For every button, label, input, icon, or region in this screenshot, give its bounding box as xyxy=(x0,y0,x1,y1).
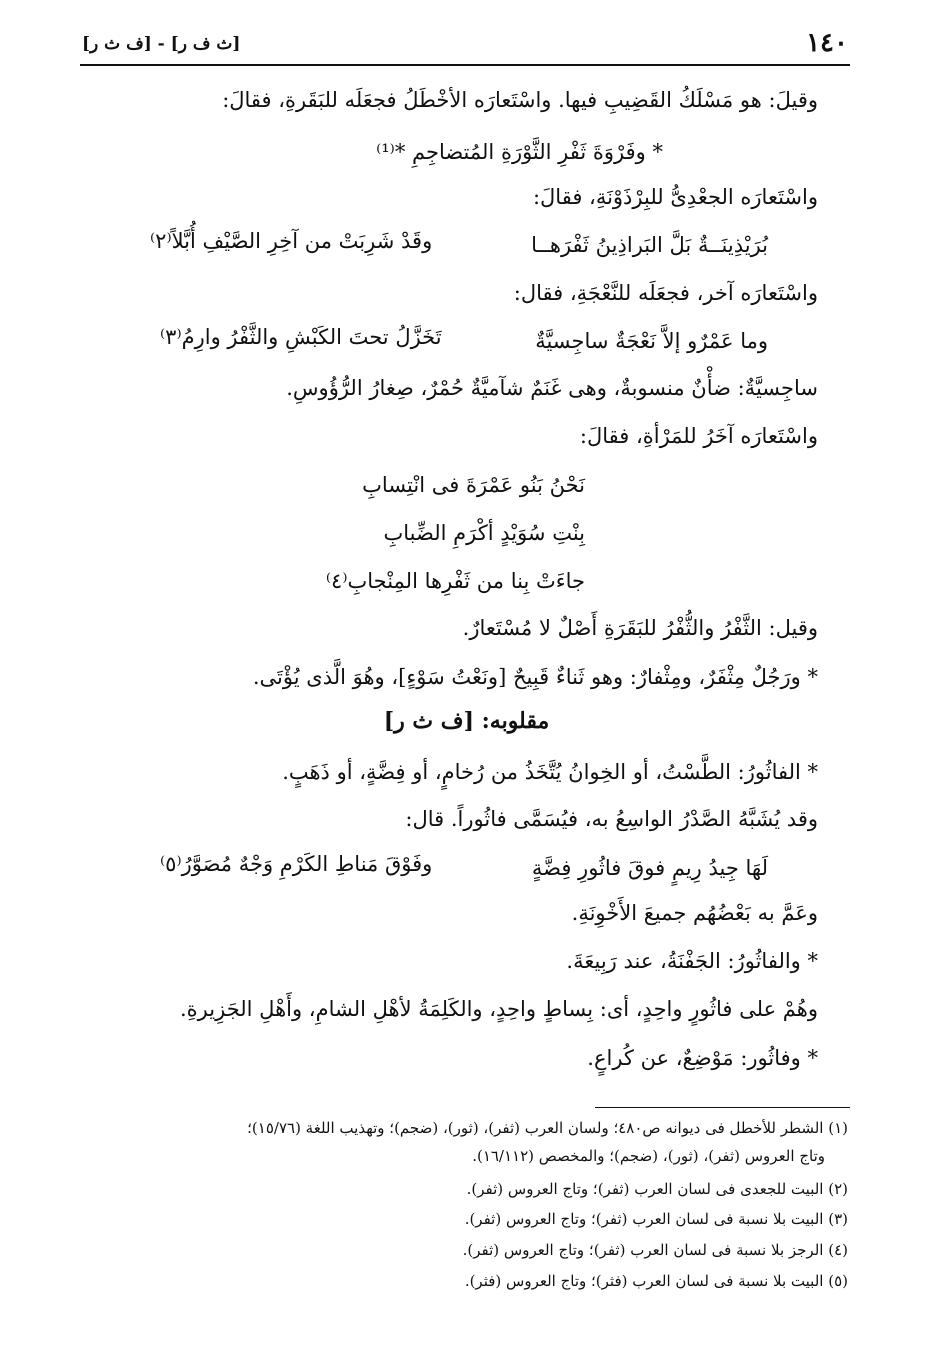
text-line: وقيلَ: هو مَسْلَكُ القَضِيبِ فيها. واسْتَعارَه الأخْطَلُ فجعَلَه للبَقَرةِ، فقالَ: xyxy=(222,88,818,112)
footnote-continuation: وتاج العروس (ثفر)، (ثور)، (ضجم)؛ والمخصص (١٦/١١٢). xyxy=(472,1147,825,1165)
text-line: * والفاثُورُ: الجَفْنَةُ، عند رَبِيعَةَ. xyxy=(566,949,818,973)
verse-hemistich: * وفَرْوَةَ ثَفْرِ الثَّوْرَةِ المُتضاجِمِ *⁽¹⁾ xyxy=(376,140,663,164)
text-line: * الفاثُورُ: الطَّسْتُ، أو الخِوانُ يُتَّخَذُ من رُخامٍ، أو فِضَّةٍ، أو ذَهَبٍ. xyxy=(282,760,818,784)
page-header xyxy=(80,28,850,66)
section-heading: مقلوبه: [ف ث ر] xyxy=(383,708,550,734)
verse-second-hemistich: وفَوْقَ مَناطِ الكَرْمِ وَجْهٌ مُصَوَّرُ⁽٥⁾ xyxy=(160,852,433,876)
footnote: (٢) البيت للجعدى فى لسان العرب (ثفر)؛ وتاج العروس (ثفر). xyxy=(466,1180,848,1198)
verse-first-hemistich: لَهَا جِيدُ رِيمٍ فوقَ فاثُورِ فِضَّةٍ xyxy=(531,856,768,880)
footnote: (٣) البيت بلا نسبة فى لسان العرب (ثفر)؛ وتاج العروس (ثفر). xyxy=(464,1210,848,1228)
footnote-separator xyxy=(595,1107,850,1108)
page-number: ١٤٠ xyxy=(806,28,848,58)
text-line: ساجِسيَّةٌ: ضأْنٌ منسوبةٌ، وهى غَنَمٌ شآميَّةٌ حُمْرٌ، صِغارُ الرُّؤُوسِ. xyxy=(286,376,818,400)
footnote: (١) الشطر للأخطل فى ديوانه ص٤٨٠؛ ولسان العرب (ثفر)، (ثور)، (ضجم)؛ وتهذيب اللغة (١٥/٧٦)؛ xyxy=(247,1119,848,1137)
verse-second-hemistich: وقَدْ شَرِبَتْ من آخِرِ الصَّيْفِ أُبَّلاً⁽٢⁾ xyxy=(150,229,433,253)
text-line: واسْتَعارَه آخَرُ للمَرْأةِ، فقالَ: xyxy=(579,424,818,448)
text-line: * وفاثُور: مَوْضِعٌ، عن كُراعٍ. xyxy=(587,1046,818,1070)
running-title: [ث ف ر] - [ف ث ر] xyxy=(82,34,241,54)
rajaz-line: نَحْنُ بَنُو عَمْرَةَ فى انْتِسابِ xyxy=(362,473,585,497)
text-line: وهُمْ على فاثُورٍ واحِدٍ، أى: بِساطٍ واحِدٍ، والكَلِمَةُ لأهْلِ الشامِ، وأَهْلِ الجَزِيرةِ. xyxy=(180,997,818,1021)
text-line: واسْتَعارَه الجعْدِىُّ للبِرْذَوْنَةِ، فقالَ: xyxy=(532,185,818,209)
verse-first-hemistich: وما عَمْرٌو إلاَّ نَعْجَةٌ ساجِسيَّةٌ xyxy=(535,329,768,353)
text-line: وقيل: الثَّفْرُ والثُّفْرُ للبَقَرَةِ أَصْلٌ لا مُسْتَعارٌ. xyxy=(462,616,818,640)
text-line: وعَمَّ به بَعْضُهُم جميعَ الأَخْوِنَةِ. xyxy=(571,901,818,925)
rajaz-line: جاءَتْ بِنا من ثَفْرِها المِنْجابِ⁽٤⁾ xyxy=(325,569,585,593)
rajaz-line: بِنْتِ سُوَيْدٍ أكْرَمِ الضِّبابِ xyxy=(383,521,585,545)
footnote: (٥) البيت بلا نسبة فى لسان العرب (فثر)؛ وتاج العروس (فثر). xyxy=(464,1272,848,1290)
verse-first-hemistich: بُرَيْذِينَــةٌ بَلَّ البَراذِينُ ثَفْرَهــا xyxy=(531,233,768,257)
text-line: * ورَجُلٌ مِثْفَرٌ، ومِثْفارٌ: وهو ثَناءٌ قَبِيحٌ [ونَعْتُ سَوْءٍ]، وهُوَ الَّذى يُؤْتَى. xyxy=(252,665,818,689)
text-line: واسْتَعارَه آخر، فجعَلَه للنَّعْجَةِ، فقال: xyxy=(513,281,818,305)
text-line: وقد يُشَبَّهُ الصَّدْرُ الواسِعُ به، فيُسَمَّى فاثُوراً. قال: xyxy=(405,807,818,831)
verse-second-hemistich: تَخَزَّلُ تحتَ الكَبْشِ والثَّفْرُ وارِمُ⁽٣⁾ xyxy=(160,325,442,349)
footnote: (٤) الرجز بلا نسبة فى لسان العرب (ثفر)؛ وتاج العروس (ثفر). xyxy=(462,1241,848,1259)
